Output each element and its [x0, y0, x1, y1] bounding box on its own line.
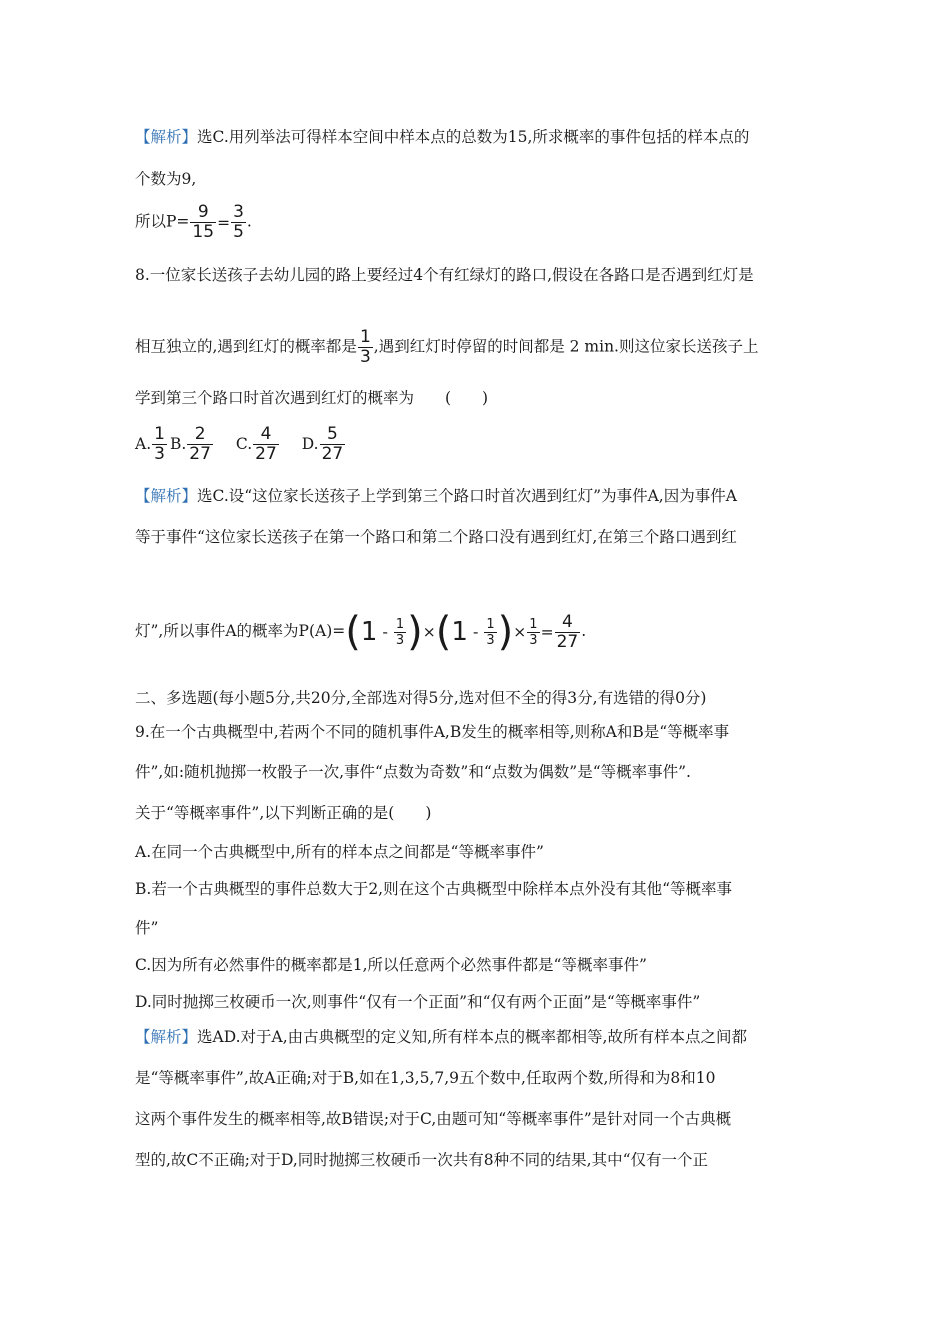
- fraction-9-15: $\frac{9}{15}$: [192, 202, 215, 242]
- q8-analysis-line-2: 等于事件“这位家长送孩子在第一个路口和第二个路口没有遇到红灯,在第三个路口遇到红: [135, 528, 737, 546]
- q9-option-d[interactable]: D.同时抛掷三枚硬币一次,则事件“仅有一个正面”和“仅有两个正面”是“等概率事件”: [135, 993, 701, 1011]
- q9-option-b-line-2[interactable]: 件”: [135, 919, 159, 937]
- q8-option-d[interactable]: D. $\frac{5}{27}$: [301, 424, 344, 464]
- q9-option-b-line-1[interactable]: B.若一个古典概型的事件总数大于2,则在这个古典概型中除样本点外没有其他“等概率事: [135, 880, 733, 898]
- q8-analysis-line-1: 【解析】选C.设“这位家长送孩子上学到第三个路口时首次遇到红灯”为事件A,因为事件A: [135, 487, 737, 505]
- q8-stem-line-2: 相互独立的,遇到红灯的概率都是 $\frac{1}{3}$ ,遇到红灯时停留的时间都是 2 min.则这位家长送孩子上: [135, 327, 759, 367]
- fraction-one-third: $\frac{1}{3}$: [359, 327, 371, 367]
- q7-analysis-text-1: 选C.用列举法可得样本空间中样本点的总数为15,所求概率的事件包括的样本点的: [197, 128, 750, 146]
- q8-option-c[interactable]: C. $\frac{4}{27}$: [235, 424, 277, 464]
- section-2-heading: 二、多选题(每小题5分,共20分,全部选对得5分,选对但不全的得3分,有选错的得0分): [135, 689, 707, 707]
- q9-analysis-line-1: 【解析】选AD.对于A,由古典概型的定义知,所有样本点的概率都相等,故所有样本点之间都: [135, 1028, 747, 1046]
- q7-analysis-line-1: [135, 127, 749, 147]
- analysis-tag: 【解析】: [135, 128, 198, 146]
- right-paren: ): [407, 609, 423, 655]
- q8-stem-line-3: 学到第三个路口时首次遇到红灯的概率为 ( ): [135, 389, 489, 407]
- q8-options: [135, 425, 368, 464]
- left-paren-2: (: [435, 609, 452, 655]
- fraction-3-5: $\frac{3}{5}$: [233, 202, 244, 242]
- answer-fraction: $\frac{4}{27}$: [556, 611, 579, 652]
- q9-stem-line-2: 件”,如:随机抛掷一枚骰子一次,事件“点数为奇数”和“点数为偶数”是“等概率事件”.: [135, 763, 691, 781]
- equals-sign: =: [217, 213, 231, 232]
- right-paren-2: ): [497, 609, 514, 655]
- q9-analysis-line-4: 型的,故C不正确;对于D,同时抛掷三枚硬币一次共有8种不同的结果,其中“仅有一个正: [135, 1151, 709, 1169]
- q9-stem-line-3: 关于“等概率事件”,以下判断正确的是( ): [135, 804, 432, 822]
- q7-analysis-line-3: 所以P= $\frac{9}{15}$ = $\frac{3}{5}$ .: [135, 202, 252, 242]
- q7-analysis-line-2: 个数为9,: [135, 170, 197, 188]
- q9-option-a[interactable]: A.在同一个古典概型中,所有的样本点之间都是“等概率事件”: [135, 843, 544, 861]
- q9-stem-line-1: 9.在一个古典概型中,若两个不同的随机事件A,B发生的概率相等,则称A和B是“等概率事: [135, 723, 730, 741]
- q8-option-a[interactable]: A. $\frac{1}{3}$: [135, 424, 165, 464]
- q7-prefix: 所以P=: [135, 212, 190, 231]
- q9-option-c[interactable]: C.因为所有必然事件的概率都是1,所以任意两个必然事件都是“等概率事件”: [135, 956, 647, 974]
- left-paren: (: [345, 609, 361, 655]
- q8-analysis-line-3: 灯”,所以事件A的概率为P(A)=(1 - $\frac{1}{3}$ )×(1 - $\frac{1}{3}$ )× $\frac{1}{3}$ = $\frac{4}{27}$ .: [135, 609, 587, 655]
- q9-analysis-line-3: 这两个事件发生的概率相等,故B错误;对于C,由题可知“等概率事件”是针对同一个古典概: [135, 1110, 732, 1128]
- q8-option-b[interactable]: B. $\frac{2}{27}$: [169, 424, 211, 464]
- q8-stem-line-1: 8.一位家长送孩子去幼儿园的路上要经过4个有红绿灯的路口,假设在各路口是否遇到红灯是: [135, 266, 754, 284]
- q9-analysis-line-2: 是“等概率事件”,故A正确;对于B,如在1,3,5,7,9五个数中,任取两个数,所得和为8和10: [135, 1069, 716, 1087]
